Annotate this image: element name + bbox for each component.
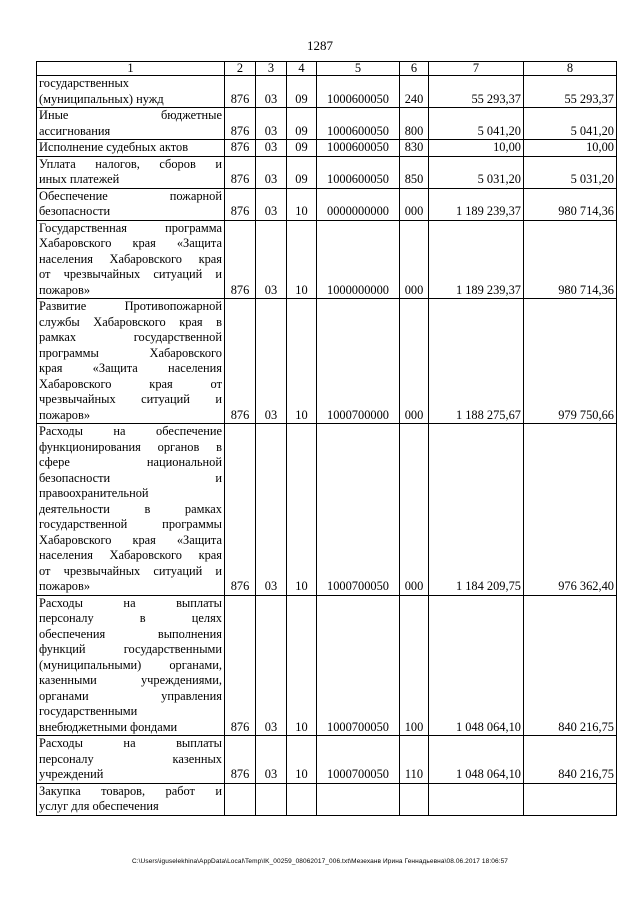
row-section: 03 bbox=[256, 736, 287, 784]
row-name-line: сфере национальной bbox=[39, 455, 222, 469]
col-header: 2 bbox=[225, 62, 256, 76]
row-name-line: учреждений bbox=[39, 767, 104, 781]
row-name-line: Хабаровского края «Защита bbox=[39, 532, 222, 547]
table-row bbox=[37, 736, 617, 784]
table-row bbox=[37, 76, 617, 108]
row-code bbox=[225, 783, 256, 815]
table-row bbox=[37, 156, 617, 188]
row-code: 876 bbox=[225, 108, 256, 140]
row-section: 03 bbox=[256, 156, 287, 188]
row-amount-executed: 10,00 bbox=[524, 140, 617, 157]
row-name-line: от чрезвычайных ситуаций и bbox=[39, 267, 222, 281]
row-name-line: программы Хабаровского bbox=[39, 345, 222, 360]
row-code: 876 bbox=[225, 140, 256, 157]
row-subsection bbox=[287, 783, 317, 815]
row-name-line: безопасности и bbox=[39, 470, 222, 485]
row-code: 876 bbox=[225, 220, 256, 299]
row-name-line: населения Хабаровского края bbox=[39, 251, 222, 266]
row-name-line: государственной программы bbox=[39, 517, 222, 531]
row-target-article: 1000700000 bbox=[317, 299, 400, 424]
row-name-line: Уплата налогов, сборов и bbox=[39, 156, 222, 171]
row-target-article: 1000000000 bbox=[317, 220, 400, 299]
row-name-line: населения Хабаровского края bbox=[39, 548, 222, 562]
row-name bbox=[37, 783, 225, 815]
row-name-line: (муниципальными) органами, bbox=[39, 657, 222, 672]
row-amount-executed: 840 216,75 bbox=[524, 595, 617, 736]
row-section: 03 bbox=[256, 108, 287, 140]
row-name-line: службы Хабаровского края в bbox=[39, 314, 222, 329]
file-path-footer: C:\Users\iguselekhina\AppData\Local\Temp\IK_00259_08062017_006.txt\Мезеханв Ирина Геннадьевна\08.06.2017 18:06:57 bbox=[131, 858, 509, 865]
row-name-line: органами управления bbox=[39, 688, 222, 703]
row-amount-2017: 5 031,20 bbox=[429, 156, 524, 188]
row-amount-2017: 1 189 239,37 bbox=[429, 188, 524, 220]
row-expense-type: 100 bbox=[400, 595, 429, 736]
row-subsection: 10 bbox=[287, 424, 317, 596]
row-code: 876 bbox=[225, 736, 256, 784]
row-name-line: Развитие Противопожарной bbox=[39, 299, 222, 313]
row-section: 03 bbox=[256, 299, 287, 424]
row-name-line: Иные бюджетные bbox=[39, 108, 222, 122]
row-section: 03 bbox=[256, 424, 287, 596]
col-header: 6 bbox=[400, 62, 429, 76]
row-section: 03 bbox=[256, 595, 287, 736]
row-name bbox=[37, 424, 225, 596]
col-header: 1 bbox=[37, 62, 225, 76]
row-name bbox=[37, 299, 225, 424]
row-amount-executed: 840 216,75 bbox=[524, 736, 617, 784]
table-row bbox=[37, 783, 617, 815]
row-name bbox=[37, 595, 225, 736]
row-name-line: деятельности в рамках bbox=[39, 501, 222, 516]
row-amount-2017: 1 048 064,10 bbox=[429, 736, 524, 784]
row-name-line: пожаров» bbox=[39, 282, 91, 297]
row-name-line: ассигнования bbox=[39, 123, 111, 138]
budget-table bbox=[36, 61, 617, 816]
row-expense-type: 240 bbox=[400, 76, 429, 108]
row-amount-executed: 976 362,40 bbox=[524, 424, 617, 596]
row-amount-2017: 1 184 209,75 bbox=[429, 424, 524, 596]
row-subsection: 10 bbox=[287, 188, 317, 220]
row-target-article bbox=[317, 783, 400, 815]
col-header: 3 bbox=[256, 62, 287, 76]
row-expense-type: 110 bbox=[400, 736, 429, 784]
row-code: 876 bbox=[225, 595, 256, 736]
row-subsection: 09 bbox=[287, 156, 317, 188]
row-amount-executed: 5 031,20 bbox=[524, 156, 617, 188]
col-header: 8 bbox=[524, 62, 617, 76]
row-name-line: правоохранительной bbox=[39, 486, 149, 500]
table-row bbox=[37, 424, 617, 596]
row-name-line: безопасности bbox=[39, 204, 111, 218]
row-section bbox=[256, 783, 287, 815]
row-name-line: (муниципальных) нужд bbox=[39, 91, 164, 106]
row-amount-2017: 1 048 064,10 bbox=[429, 595, 524, 736]
row-name bbox=[37, 220, 225, 299]
row-target-article: 1000600050 bbox=[317, 140, 400, 157]
row-code: 876 bbox=[225, 299, 256, 424]
row-subsection: 09 bbox=[287, 108, 317, 140]
row-code: 876 bbox=[225, 188, 256, 220]
row-name bbox=[37, 76, 225, 108]
row-amount-executed bbox=[524, 783, 617, 815]
row-expense-type: 000 bbox=[400, 299, 429, 424]
row-name-line: края «Защита населения bbox=[39, 361, 222, 375]
row-amount-executed: 55 293,37 bbox=[524, 76, 617, 108]
col-header: 4 bbox=[287, 62, 317, 76]
row-name-line: внебюджетными фондами bbox=[39, 719, 178, 734]
row-name-line: Расходы на обеспечение bbox=[39, 424, 222, 438]
row-name-line: государственных bbox=[39, 76, 130, 90]
row-expense-type: 000 bbox=[400, 220, 429, 299]
row-code: 876 bbox=[225, 76, 256, 108]
page-number: 1287 bbox=[307, 38, 333, 53]
row-name-line: рамках государственной bbox=[39, 330, 222, 344]
table-row bbox=[37, 188, 617, 220]
row-name-line: функций государственными bbox=[39, 642, 222, 656]
col-header: 5 bbox=[317, 62, 400, 76]
row-name-line: иных платежей bbox=[39, 172, 120, 186]
col-header: 7 bbox=[429, 62, 524, 76]
row-code: 876 bbox=[225, 156, 256, 188]
row-name-line: государственными bbox=[39, 704, 138, 718]
row-target-article: 1000700050 bbox=[317, 424, 400, 596]
row-name-line: обеспечения выполнения bbox=[39, 626, 222, 641]
row-target-article: 0000000000 bbox=[317, 188, 400, 220]
header-row bbox=[37, 62, 617, 76]
row-name bbox=[37, 156, 225, 188]
row-target-article: 1000600050 bbox=[317, 108, 400, 140]
row-name-line: Расходы на выплаты bbox=[39, 595, 222, 610]
row-target-article: 1000600050 bbox=[317, 76, 400, 108]
row-expense-type: 800 bbox=[400, 108, 429, 140]
row-section: 03 bbox=[256, 76, 287, 108]
row-name-line: персоналу казенных bbox=[39, 751, 222, 766]
row-target-article: 1000600050 bbox=[317, 156, 400, 188]
row-name-line: услуг для обеспечения bbox=[39, 799, 159, 813]
row-subsection: 10 bbox=[287, 220, 317, 299]
row-name-line: Исполнение судебных актов bbox=[39, 140, 189, 154]
row-amount-2017: 55 293,37 bbox=[429, 76, 524, 108]
row-section: 03 bbox=[256, 140, 287, 157]
row-amount-2017: 1 188 275,67 bbox=[429, 299, 524, 424]
row-name bbox=[37, 140, 225, 157]
row-name-line: казенными учреждениями, bbox=[39, 673, 222, 687]
row-section: 03 bbox=[256, 188, 287, 220]
row-subsection: 10 bbox=[287, 299, 317, 424]
row-amount-2017: 5 041,20 bbox=[429, 108, 524, 140]
row-expense-type: 000 bbox=[400, 188, 429, 220]
table-row bbox=[37, 299, 617, 424]
row-name bbox=[37, 736, 225, 784]
row-target-article: 1000700050 bbox=[317, 595, 400, 736]
row-expense-type: 830 bbox=[400, 140, 429, 157]
row-name bbox=[37, 188, 225, 220]
row-name-line: функционирования органов в bbox=[39, 439, 222, 454]
table-row bbox=[37, 220, 617, 299]
row-name-line: пожаров» bbox=[39, 407, 91, 422]
row-name-line: персоналу в целях bbox=[39, 611, 222, 625]
row-name-line: Хабаровского края «Защита bbox=[39, 236, 222, 250]
row-code: 876 bbox=[225, 424, 256, 596]
row-name-line: от чрезвычайных ситуаций и bbox=[39, 563, 222, 578]
row-amount-executed: 980 714,36 bbox=[524, 220, 617, 299]
row-target-article: 1000700050 bbox=[317, 736, 400, 784]
table-row bbox=[37, 140, 617, 157]
row-expense-type: 000 bbox=[400, 424, 429, 596]
row-name-line: пожаров» bbox=[39, 579, 91, 593]
row-subsection: 10 bbox=[287, 595, 317, 736]
row-name-line: Хабаровского края от bbox=[39, 376, 222, 391]
row-amount-executed: 979 750,66 bbox=[524, 299, 617, 424]
row-amount-2017 bbox=[429, 783, 524, 815]
table-row bbox=[37, 108, 617, 140]
row-subsection: 10 bbox=[287, 736, 317, 784]
row-name-line: Расходы на выплаты bbox=[39, 736, 222, 750]
row-amount-2017: 1 189 239,37 bbox=[429, 220, 524, 299]
row-name-line: Закупка товаров, работ и bbox=[39, 783, 222, 798]
row-name bbox=[37, 108, 225, 140]
row-subsection: 09 bbox=[287, 140, 317, 157]
row-name-line: чрезвычайных ситуаций и bbox=[39, 392, 222, 406]
row-section: 03 bbox=[256, 220, 287, 299]
row-amount-executed: 980 714,36 bbox=[524, 188, 617, 220]
table-row bbox=[37, 595, 617, 736]
row-expense-type bbox=[400, 783, 429, 815]
row-name-line: Государственная программа bbox=[39, 220, 222, 235]
row-expense-type: 850 bbox=[400, 156, 429, 188]
row-name-line: Обеспечение пожарной bbox=[39, 188, 222, 203]
row-amount-2017: 10,00 bbox=[429, 140, 524, 157]
row-amount-executed: 5 041,20 bbox=[524, 108, 617, 140]
row-subsection: 09 bbox=[287, 76, 317, 108]
